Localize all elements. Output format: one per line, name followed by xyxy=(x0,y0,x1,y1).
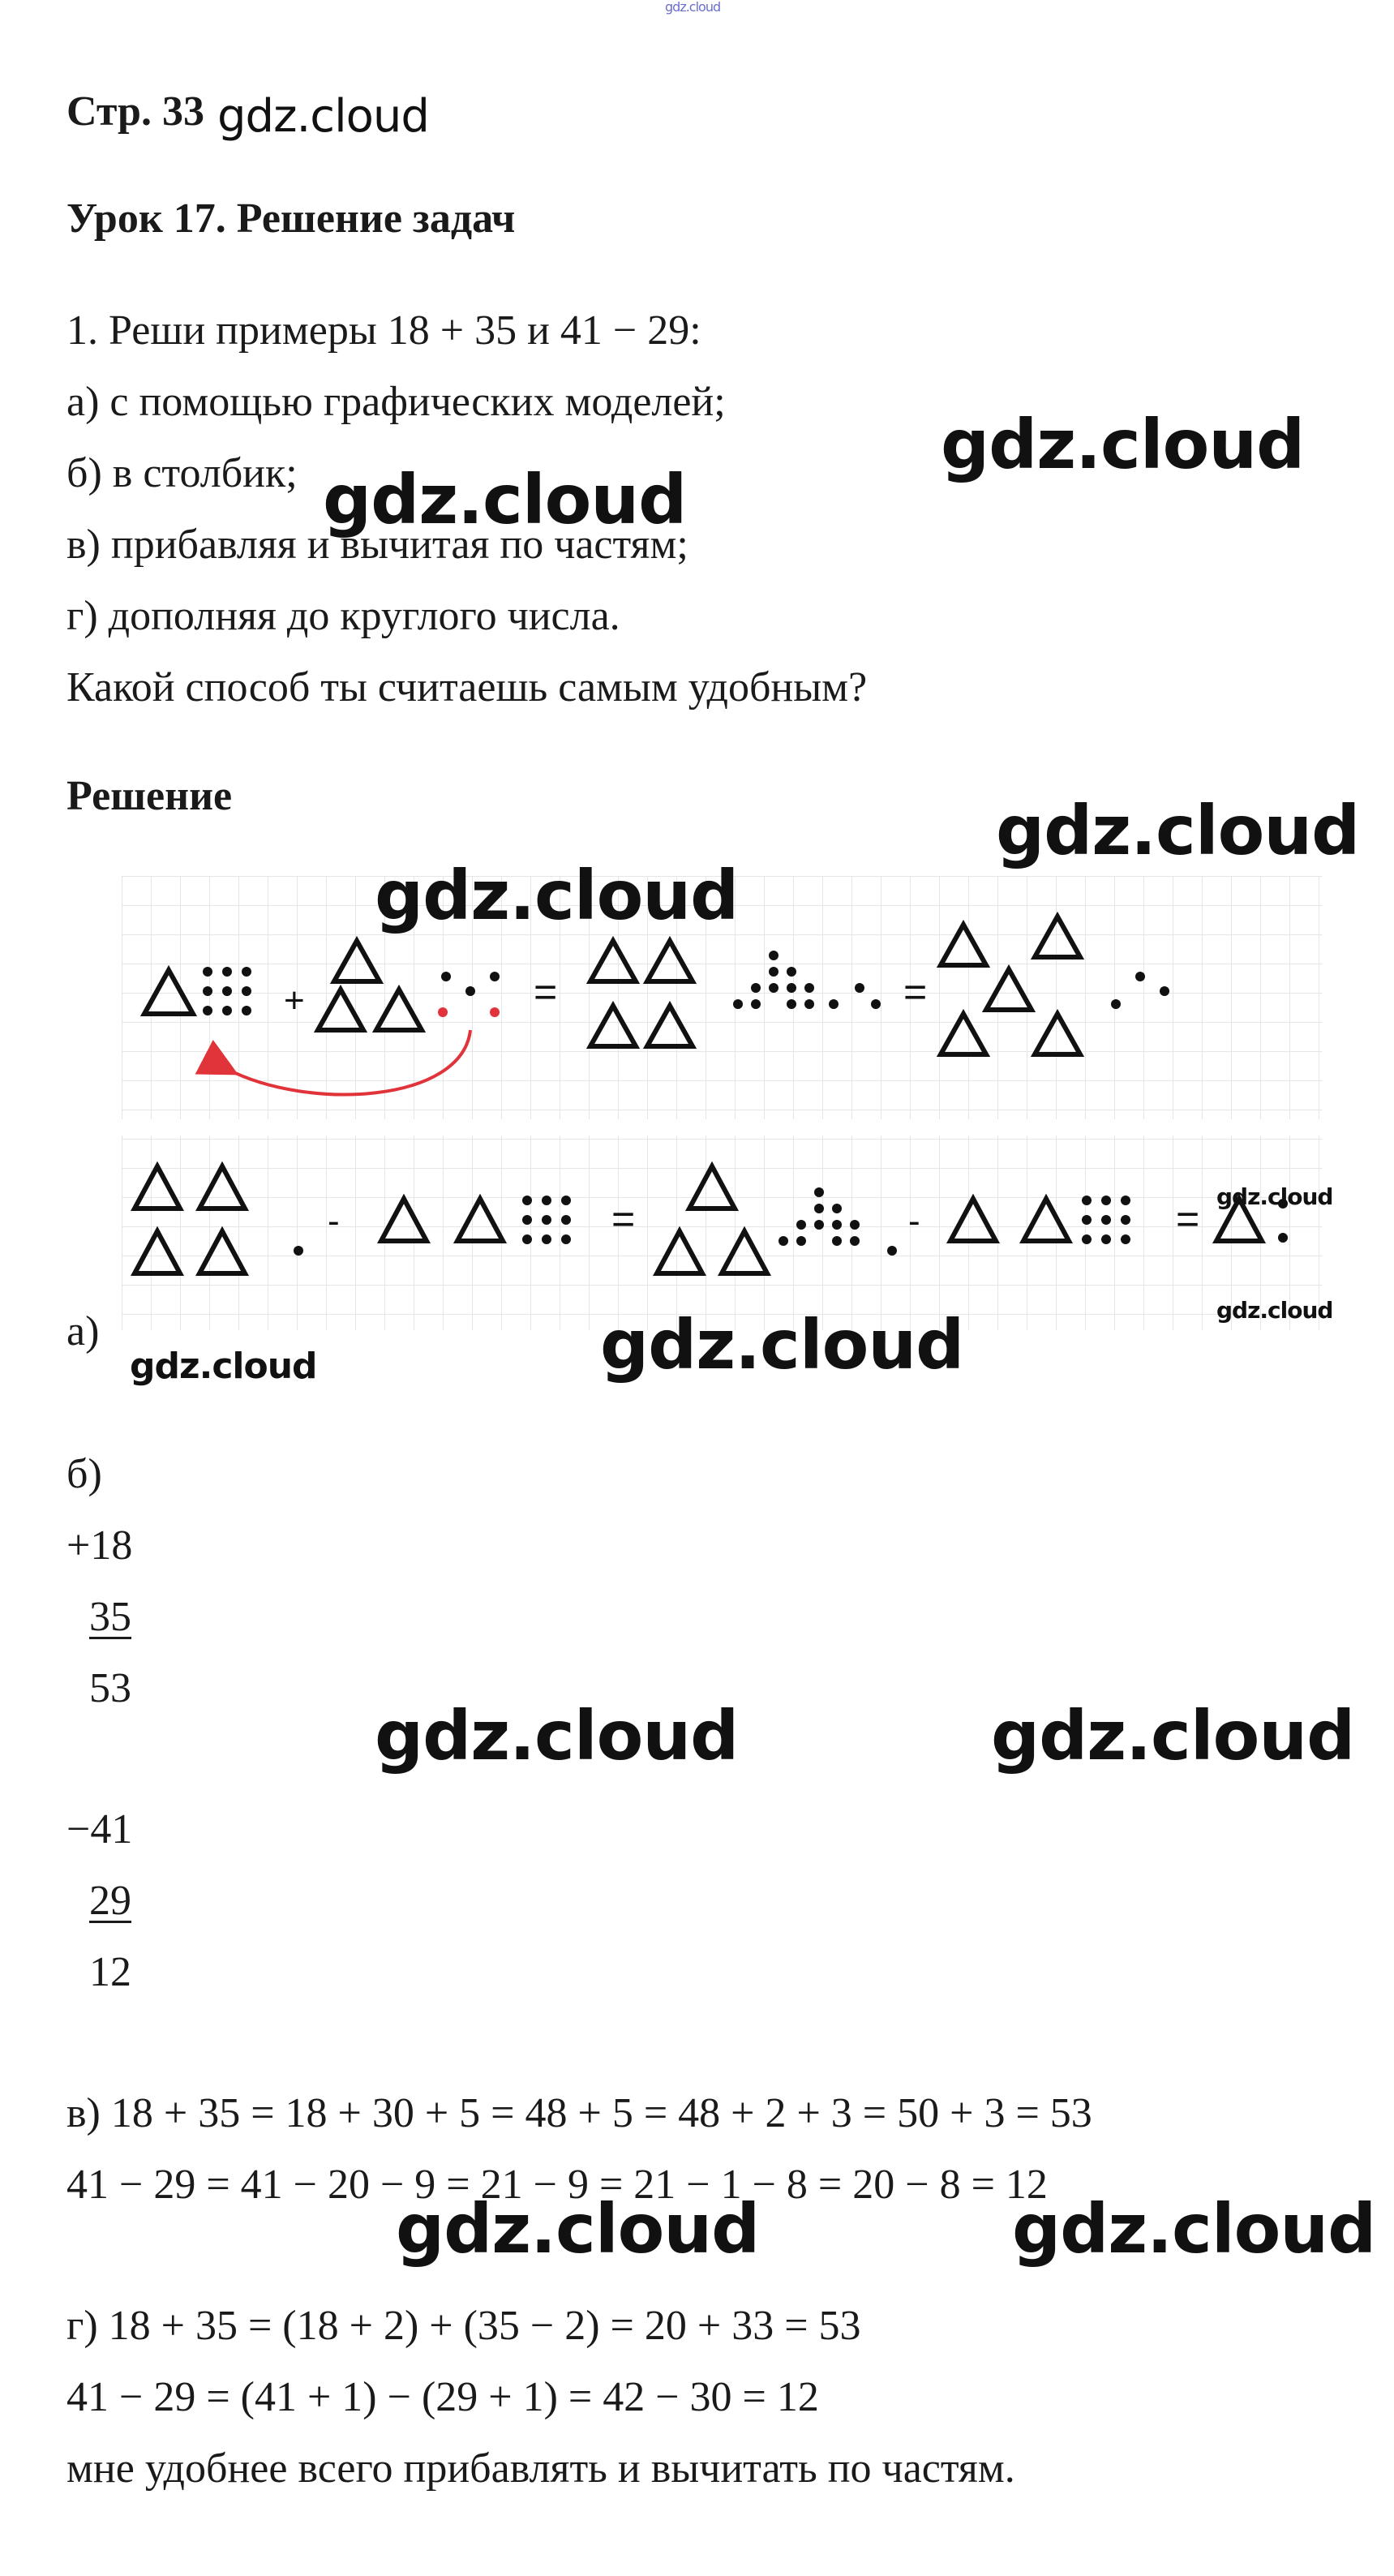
watermark-header: gdz.cloud xyxy=(217,90,429,143)
part-b-label: б) xyxy=(66,1451,102,1497)
watermark: gdz.cloud xyxy=(600,1305,964,1385)
column-subtrahend: 29 xyxy=(89,1878,131,1924)
part-v-line: 41 − 29 = 41 − 20 − 9 = 21 − 9 = 21 − 1 − 8 = 20 − 8 = 12 xyxy=(66,2162,1048,2208)
plus-sign: + xyxy=(284,981,305,1020)
watermark: gdz.cloud xyxy=(1012,2189,1376,2269)
graphical-model-figure xyxy=(122,876,1322,1330)
equals-sign: = xyxy=(1176,1196,1200,1242)
watermark: gdz.cloud xyxy=(130,1346,317,1387)
task-line: 1. Реши примеры 18 + 35 и 41 − 29: xyxy=(66,307,701,354)
page-label: Стр. 33 xyxy=(66,88,204,135)
part-a-label: а) xyxy=(66,1308,100,1355)
part-g-line: г) 18 + 35 = (18 + 2) + (35 − 2) = 20 + 33 = 53 xyxy=(66,2303,861,2349)
watermark: gdz.cloud xyxy=(991,1696,1355,1775)
watermark: gdz.cloud xyxy=(375,856,739,935)
watermark: gdz.cloud xyxy=(996,791,1360,870)
watermark: gdz.cloud xyxy=(1216,1297,1333,1324)
watermark: gdz.cloud xyxy=(375,1696,739,1775)
equals-sign: = xyxy=(534,969,558,1015)
part-g-line: 41 − 29 = (41 + 1) − (29 + 1) = 42 − 30 = 12 xyxy=(66,2374,819,2420)
solution-heading: Решение xyxy=(66,773,233,819)
column-minuend: −41 xyxy=(66,1806,133,1853)
watermark: gdz.cloud xyxy=(1216,1183,1333,1210)
task-line: г) дополняя до круглого числа. xyxy=(66,593,620,639)
part-v-line: в) 18 + 35 = 18 + 30 + 5 = 48 + 5 = 48 + 2 + 3 = 50 + 3 = 53 xyxy=(66,2090,1092,2136)
column-sum: 53 xyxy=(89,1665,131,1711)
column-addend-top: +18 xyxy=(66,1522,133,1569)
watermark-top: gdz.cloud xyxy=(665,0,721,15)
minus-sign: - xyxy=(908,1201,920,1241)
grid-background xyxy=(122,1136,1322,1330)
task-line: а) с помощью графических моделей; xyxy=(66,379,726,425)
conclusion-text: мне удобнее всего прибавлять и вычитать по частям. xyxy=(66,2445,1015,2492)
minus-sign: - xyxy=(328,1201,340,1241)
watermark: gdz.cloud xyxy=(941,405,1305,484)
task-line: в) прибавляя и вычитая по частям; xyxy=(66,522,688,568)
task-line: б) в столбик; xyxy=(66,450,298,496)
lesson-title: Урок 17. Решение задач xyxy=(66,195,516,242)
watermark: gdz.cloud xyxy=(396,2189,760,2269)
equals-sign: = xyxy=(611,1196,636,1242)
column-difference: 12 xyxy=(89,1949,131,1995)
task-line: Какой способ ты считаешь самым удобным? xyxy=(66,664,868,711)
watermark: gdz.cloud xyxy=(323,460,687,539)
column-addend-bottom: 35 xyxy=(89,1594,131,1640)
equals-sign: = xyxy=(903,969,928,1015)
